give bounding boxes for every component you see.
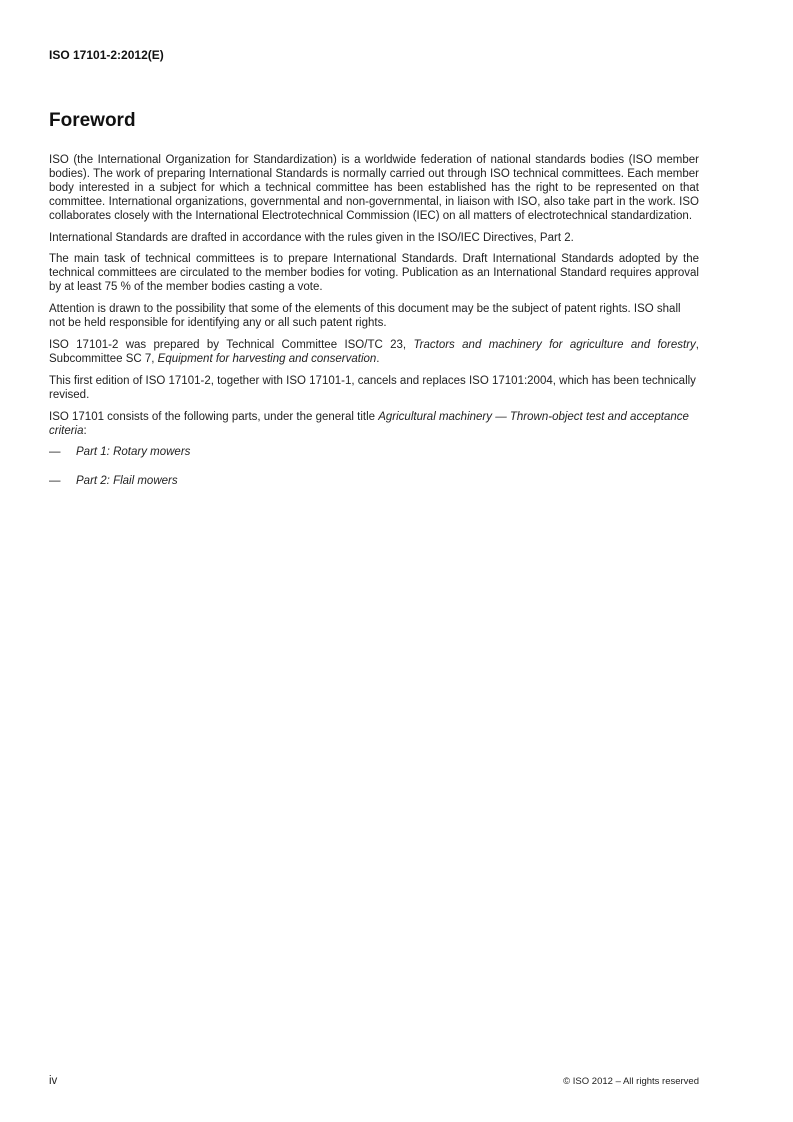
list-item xyxy=(49,475,699,489)
list-dash: — xyxy=(49,475,61,488)
page-title: Foreword xyxy=(49,110,136,131)
prepared-by-text: ISO 17101-2 was prepared by Technical Committee ISO/TC 23, xyxy=(49,338,414,351)
paragraph-directives: International Standards are drafted in accordance with the rules given in the ISO/IEC Directives, Part 2. xyxy=(49,231,574,244)
paragraph-iso-intro: ISO (the International Organization for Standardization) is a worldwide federation of national standards bodies (ISO member bodies). The work of preparing International Standards is normally carried out through ISO technical committees. Each member body interested in a subject for which a technical committee has been established has the right to be represented on that committee. International organizations, governmental and non-governmental, in liaison with ISO, also take part in the work. ISO collaborates closely with the International Electrotechnical Commission (IEC) on all matters of electrotechnical standardization. xyxy=(49,154,699,222)
committee-title: Tractors and machinery for agriculture and forestry xyxy=(413,338,696,351)
prepared-by-end: . xyxy=(376,352,380,365)
parts-list xyxy=(49,446,699,489)
page-number: iv xyxy=(49,1075,58,1087)
general-title: Agricultural machinery — Thrown-object test and acceptance criteria xyxy=(49,410,689,437)
part-label: Part 2: Flail mowers xyxy=(76,475,178,488)
subcommittee-text: , Subcommittee SC 7, xyxy=(49,338,699,365)
subcommittee-title: Equipment for harvesting and conservation xyxy=(157,352,377,365)
parts-intro-text: ISO 17101 consists of the following parts, under the general title xyxy=(49,410,379,423)
parts-intro-end: : xyxy=(83,424,87,437)
list-item xyxy=(49,446,699,460)
part-label: Part 1: Rotary mowers xyxy=(76,446,191,459)
paragraph-edition: This first edition of ISO 17101-2, together with ISO 17101-1, cancels and replaces ISO 17101:2004, which has been technically revised. xyxy=(49,374,696,401)
paragraph-prepared-by xyxy=(49,339,699,367)
paragraph-parts-intro xyxy=(49,411,699,439)
paragraph-patent-notice: Attention is drawn to the possibility that some of the elements of this document may be the subject of patent rights. ISO shall not be held responsible for identifying any or all such patent rights. xyxy=(49,303,681,330)
foreword-body xyxy=(49,154,699,504)
copyright-notice: © ISO 2012 – All rights reserved xyxy=(563,1076,699,1087)
paragraph-committee-task: The main task of technical committees is to prepare International Standards. Draft International Standards adopted by the technical committees are circulated to the member bodies for voting. Publication as an International Standard requires approval by at least 75 % of the member bodies casting a vote. xyxy=(49,253,699,294)
document-identifier: ISO 17101-2:2012(E) xyxy=(49,48,164,62)
list-dash: — xyxy=(49,446,61,459)
